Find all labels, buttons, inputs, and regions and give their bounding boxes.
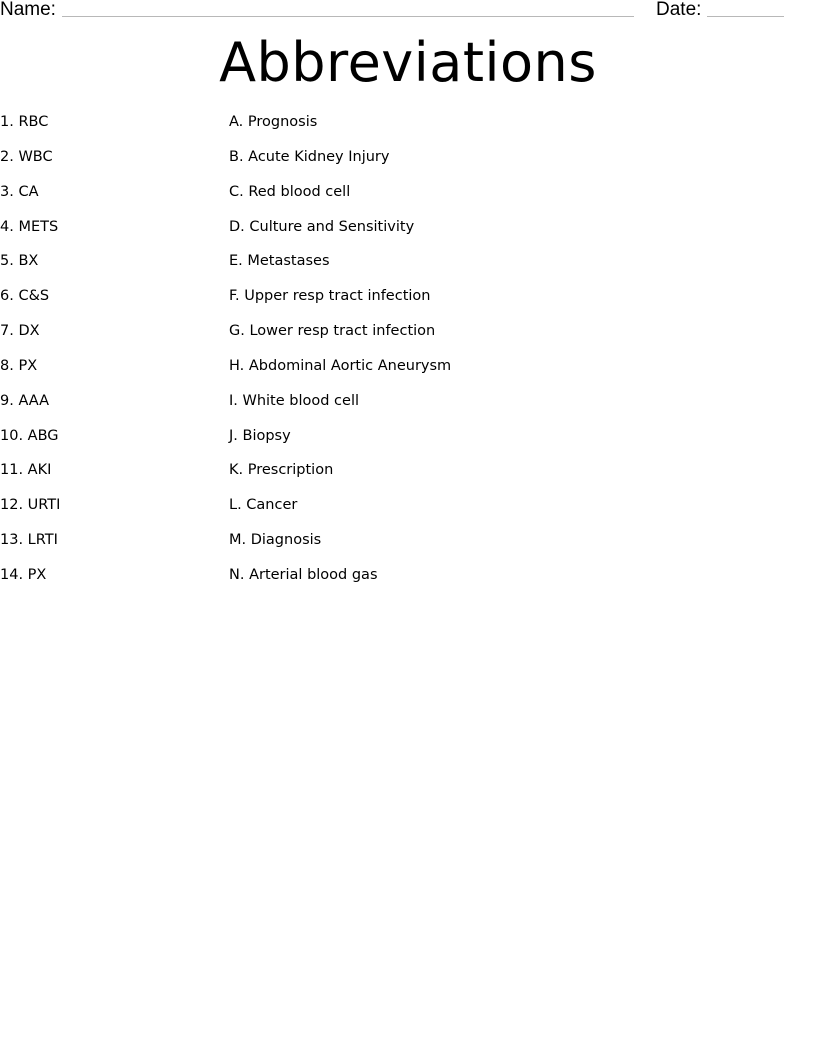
term-item: 11. AKI bbox=[0, 462, 52, 479]
term-item: 5. BX bbox=[0, 253, 39, 270]
term-item: 8. PX bbox=[0, 357, 38, 374]
definition-item: K. Prescription bbox=[229, 462, 334, 479]
name-label: Name: bbox=[0, 0, 56, 20]
definition-item: F. Upper resp tract infection bbox=[229, 288, 431, 305]
term-item: 14. PX bbox=[0, 566, 47, 583]
definition-item: I. White blood cell bbox=[229, 392, 360, 409]
definition-item: N. Arterial blood gas bbox=[229, 566, 378, 583]
definition-item: H. Abdominal Aortic Aneurysm bbox=[229, 357, 452, 374]
term-item: 3. CA bbox=[0, 183, 39, 200]
definition-item: C. Red blood cell bbox=[229, 183, 351, 200]
definition-item: J. Biopsy bbox=[229, 427, 291, 444]
definition-item: M. Diagnosis bbox=[229, 532, 322, 549]
term-item: 1. RBC bbox=[0, 114, 49, 130]
term-item: 10. ABG bbox=[0, 427, 59, 444]
definition-item: E. Metastases bbox=[229, 253, 330, 270]
term-item: 7. DX bbox=[0, 323, 40, 340]
definition-item: B. Acute Kidney Injury bbox=[229, 148, 390, 165]
date-label: Date: bbox=[656, 0, 702, 20]
page-title: Abbreviations bbox=[219, 31, 597, 94]
definition-item: L. Cancer bbox=[229, 497, 298, 514]
definition-item: D. Culture and Sensitivity bbox=[229, 218, 415, 235]
term-item: 6. C&S bbox=[0, 288, 50, 305]
worksheet-header bbox=[0, 0, 816, 24]
term-item: 4. METS bbox=[0, 218, 59, 235]
term-item: 2. WBC bbox=[0, 148, 53, 165]
name-field-line bbox=[62, 16, 634, 17]
terms-list bbox=[0, 112, 220, 600]
date-field-line bbox=[707, 16, 784, 17]
definition-item: G. Lower resp tract infection bbox=[229, 323, 436, 340]
term-item: 9. AAA bbox=[0, 392, 50, 409]
definitions-list bbox=[229, 112, 809, 600]
term-item: 13. LRTI bbox=[0, 532, 58, 549]
term-item: 12. URTI bbox=[0, 497, 61, 514]
definition-item: A. Prognosis bbox=[229, 114, 318, 130]
